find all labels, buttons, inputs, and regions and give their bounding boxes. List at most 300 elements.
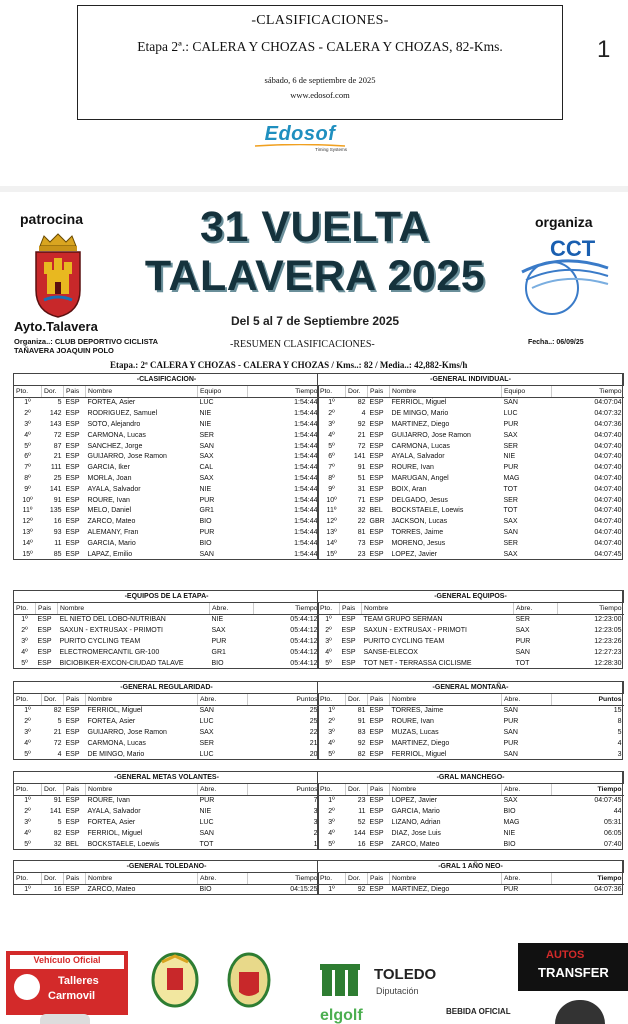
column-header-pto: Pto. bbox=[318, 693, 346, 705]
column-header-dor: Dor. bbox=[346, 385, 368, 397]
table-cell: 2º bbox=[24, 808, 31, 816]
table-cell: ZARCO, Mateo bbox=[87, 518, 136, 526]
table-cell: 72 bbox=[53, 739, 62, 747]
table-cell: GARCIA, Mario bbox=[87, 539, 136, 547]
general-equipos-frame bbox=[317, 590, 623, 669]
table-cell: TOT bbox=[199, 840, 214, 848]
table-cell: SAX bbox=[503, 797, 518, 805]
table-cell: 4 bbox=[361, 410, 366, 418]
section-title: -GENERAL MONTAÑA- bbox=[318, 682, 624, 694]
table-cell: 91 bbox=[357, 718, 366, 726]
table-cell: ESP bbox=[369, 886, 384, 894]
table-cell: ESP bbox=[369, 485, 384, 493]
table-cell: MUZAS, Lucas bbox=[391, 729, 439, 737]
table-cell: 05:44:12 bbox=[290, 648, 318, 656]
table-cell: ESP bbox=[369, 539, 384, 547]
table-cell: 13º bbox=[22, 529, 33, 537]
table-cell: LUC bbox=[199, 718, 214, 726]
table-cell: 2º bbox=[325, 627, 332, 635]
table-cell: 04:07:40 bbox=[594, 485, 622, 493]
table-cell: ESP bbox=[37, 627, 52, 635]
table-cell: 16 bbox=[357, 840, 366, 848]
table-cell: 04:07:40 bbox=[594, 431, 622, 439]
table-cell: ESP bbox=[369, 529, 384, 537]
ayto-label: Ayto.Talavera bbox=[14, 319, 98, 334]
table-cell: 111 bbox=[50, 464, 62, 472]
table-cell: LOPEZ, Javier bbox=[391, 797, 438, 805]
table-cell: 3º bbox=[328, 421, 335, 429]
table-cell: 1º bbox=[24, 886, 31, 894]
table-cell: ESP bbox=[369, 475, 384, 483]
table-cell: 31 bbox=[357, 485, 366, 493]
table-cell: FERRIOL, Miguel bbox=[391, 750, 447, 758]
table-cell: ESP bbox=[65, 886, 80, 894]
table-cell: ESP bbox=[369, 707, 384, 715]
sponsor-badge-1-icon bbox=[150, 952, 200, 1008]
table-cell: 04:07:40 bbox=[594, 475, 622, 483]
table-cell: MAG bbox=[503, 475, 520, 483]
table-cell: ESP bbox=[369, 442, 384, 450]
table-cell: 72 bbox=[357, 442, 366, 450]
table-cell: BOCKSTAELE, Loewis bbox=[391, 507, 464, 515]
organizer bbox=[14, 337, 158, 355]
table-cell: PURITO CYCLING TEAM bbox=[363, 638, 445, 646]
table-cell: SAN bbox=[199, 707, 214, 715]
table-cell: CAL bbox=[199, 464, 214, 472]
table-cell: 2º bbox=[21, 627, 28, 635]
table-cell: 3 bbox=[617, 750, 622, 758]
column-header-tiempo: Tiempo bbox=[552, 385, 624, 397]
clasificacion-frame bbox=[13, 373, 319, 560]
column-header-tiempo: Tiempo bbox=[254, 602, 320, 614]
table-cell: 1:54:44 bbox=[294, 399, 318, 407]
table-cell: CARMONA, Lucas bbox=[87, 431, 146, 439]
table-cell: 82 bbox=[357, 750, 366, 758]
column-header-dor: Dor. bbox=[42, 385, 64, 397]
table-cell: MELO, Daniel bbox=[87, 507, 132, 515]
table-cell: 51 bbox=[357, 475, 366, 483]
table-cell: 8º bbox=[328, 475, 335, 483]
table-cell: TEAM GRUPO SERMAN bbox=[363, 616, 443, 624]
table-cell: 82 bbox=[53, 707, 62, 715]
table-cell: 1:54:44 bbox=[294, 410, 318, 418]
column-header-nombre: Nombre bbox=[86, 385, 198, 397]
table-cell: 04:07:36 bbox=[594, 421, 622, 429]
table-cell: NIE bbox=[199, 808, 212, 816]
table-cell: 12º bbox=[22, 518, 33, 526]
table-cell: EL NIETO DEL LOBO-NUTRIBAN bbox=[59, 616, 166, 624]
table-cell: 4º bbox=[24, 739, 31, 747]
table-cell: 1:54:44 bbox=[294, 507, 318, 515]
section-title: -GENERAL EQUIPOS- bbox=[318, 591, 624, 603]
table-cell: 07:40 bbox=[604, 840, 622, 848]
table-cell: ESP bbox=[65, 529, 80, 537]
table-cell: 5 bbox=[57, 819, 62, 827]
table-cell: 2º bbox=[328, 808, 335, 816]
table-cell: 141 bbox=[49, 485, 62, 493]
table-cell: FORTEA, Asier bbox=[87, 399, 136, 407]
table-cell: 20 bbox=[309, 750, 318, 758]
table-cell: 04:07:45 bbox=[594, 550, 622, 558]
table-cell: PUR bbox=[211, 638, 227, 646]
table-cell: 71 bbox=[357, 496, 366, 504]
table-cell: SAN bbox=[515, 648, 530, 656]
equipos-etapa-frame bbox=[13, 590, 319, 669]
table-cell: 3º bbox=[328, 819, 335, 827]
column-header-nombre: Nombre bbox=[390, 693, 502, 705]
column-header-nombre: Nombre bbox=[58, 602, 210, 614]
table-cell: BIO bbox=[199, 539, 212, 547]
table-cell: 04:07:36 bbox=[594, 886, 622, 894]
table-cell: FORTEA, Asier bbox=[87, 718, 136, 726]
table-cell: 5º bbox=[24, 750, 31, 758]
table-cell: 1º bbox=[328, 886, 335, 894]
table-cell: MARUGAN, Angel bbox=[391, 475, 449, 483]
column-header-nombre: Nombre bbox=[86, 693, 198, 705]
table-cell: GARCIA, Mario bbox=[391, 808, 440, 816]
table-cell: PUR bbox=[503, 739, 519, 747]
edosof-logo-sub: Timing Systems bbox=[315, 147, 347, 152]
table-cell: ESP bbox=[65, 442, 80, 450]
table-cell: TORRES, Jaime bbox=[391, 529, 444, 537]
sponsor-diputacion-text: Diputación bbox=[376, 986, 419, 996]
table-cell: 4º bbox=[21, 648, 28, 656]
table-cell: PUR bbox=[199, 496, 215, 504]
column-header-pto: Pto. bbox=[318, 872, 346, 884]
table-cell: 1 bbox=[313, 840, 318, 848]
etapa-line: Etapa.: 2ª CALERA Y CHOZAS - CALERA Y CHOZAS / Kms..: 82 / Media..: 42,882-Kms/h bbox=[110, 360, 468, 370]
table-cell: AYALA, Salvador bbox=[391, 453, 445, 461]
column-header-pais: Pais bbox=[64, 783, 86, 795]
table-cell: 11º bbox=[326, 507, 337, 515]
table-cell: 72 bbox=[53, 431, 62, 439]
column-header-puntos: Puntos bbox=[552, 693, 624, 705]
table-cell: BOIX, Aran bbox=[391, 485, 427, 493]
table-cell: 92 bbox=[357, 739, 366, 747]
column-header-dor: Dor. bbox=[346, 693, 368, 705]
column-header-abre: Abre. bbox=[198, 693, 248, 705]
talavera-crest-icon bbox=[30, 232, 86, 318]
table-cell: ESP bbox=[65, 518, 80, 526]
column-header-tiempo: Tiempo bbox=[248, 385, 320, 397]
table-cell: TOT bbox=[503, 507, 518, 515]
table-cell: SAX bbox=[515, 627, 530, 635]
table-cell: 9º bbox=[328, 485, 335, 493]
table-cell: 06:05 bbox=[604, 829, 622, 837]
sponsor-badge-2-icon bbox=[226, 952, 272, 1008]
table-cell: 1º bbox=[24, 399, 31, 407]
poster-title-line1: 31 VUELTA bbox=[200, 203, 430, 251]
edosof-logo bbox=[253, 124, 347, 156]
table-cell: 15º bbox=[326, 550, 337, 558]
column-header-tiempo: Tiempo bbox=[552, 872, 624, 884]
table-cell: ESP bbox=[369, 464, 384, 472]
column-header-equipo: Equipo bbox=[198, 385, 248, 397]
table-cell: ESP bbox=[65, 507, 80, 515]
table-cell: 44 bbox=[613, 808, 622, 816]
column-header-abre: Abre. bbox=[198, 872, 248, 884]
table-cell: FERRIOL, Miguel bbox=[391, 399, 447, 407]
table-cell: 142 bbox=[49, 410, 62, 418]
section-title: -EQUIPOS DE LA ETAPA- bbox=[14, 591, 320, 603]
table-cell: LUC bbox=[199, 399, 214, 407]
table-cell: ESP bbox=[369, 550, 384, 558]
header-date: sábado, 6 de septiembre de 2025 bbox=[264, 75, 376, 85]
table-cell: BICIOBIKER-EXCON-CIUDAD TALAVE bbox=[59, 659, 184, 667]
gral-1-ano-neo-frame bbox=[317, 860, 623, 895]
table-cell: 10º bbox=[22, 496, 33, 504]
table-cell: 1:54:44 bbox=[294, 431, 318, 439]
table-cell: 04:15:25 bbox=[290, 886, 318, 894]
table-cell: BIO bbox=[503, 840, 516, 848]
table-cell: NIE bbox=[199, 421, 212, 429]
table-cell: 4º bbox=[24, 829, 31, 837]
table-cell: CARMONA, Lucas bbox=[391, 442, 450, 450]
table-cell: 7º bbox=[328, 464, 335, 472]
table-cell: ESP bbox=[65, 750, 80, 758]
section-title: -GRAL MANCHEGO- bbox=[318, 772, 624, 784]
table-cell: 2º bbox=[24, 718, 31, 726]
table-cell: PUR bbox=[503, 464, 519, 472]
table-cell: 9º bbox=[24, 485, 31, 493]
edosof-logo-text: Edosof bbox=[264, 123, 336, 145]
table-cell: MORENO, Jesus bbox=[391, 539, 446, 547]
table-cell: SAXUN - EXTRUSAX - PRIMOTI bbox=[363, 627, 467, 635]
table-cell: 83 bbox=[357, 729, 366, 737]
table-cell: 91 bbox=[357, 464, 366, 472]
table-cell: ESP bbox=[65, 739, 80, 747]
table-cell: 2º bbox=[24, 410, 31, 418]
column-header-pto: Pto. bbox=[318, 385, 346, 397]
poster-title-line2: TALAVERA 2025 bbox=[144, 252, 486, 300]
table-cell: 12:27:23 bbox=[594, 648, 622, 656]
header-web[interactable]: www.edosof.com bbox=[290, 90, 350, 100]
toledo-logo-icon bbox=[320, 960, 360, 1000]
resumen-title: -RESUMEN CLASIFICACIONES- bbox=[230, 339, 375, 350]
section-title: -GENERAL TOLEDANO- bbox=[14, 861, 320, 873]
table-cell: LUC bbox=[199, 819, 214, 827]
table-cell: TOT bbox=[515, 659, 530, 667]
column-header-pais: Pais bbox=[64, 385, 86, 397]
table-cell: ESP bbox=[369, 797, 384, 805]
table-cell: LIZANO, Adrian bbox=[391, 819, 441, 827]
table-cell: 91 bbox=[53, 496, 62, 504]
table-cell: ESP bbox=[369, 829, 384, 837]
table-cell: 32 bbox=[53, 840, 62, 848]
table-cell: 1:54:44 bbox=[294, 421, 318, 429]
table-cell: ZARCO, Mateo bbox=[391, 840, 440, 848]
column-header-pais: Pais bbox=[368, 872, 390, 884]
header-stage: Etapa 2ª.: CALERA Y CHOZAS - CALERA Y CHOZAS, 82-Kms. bbox=[137, 39, 503, 54]
column-header-pto: Pto. bbox=[318, 602, 340, 614]
column-header-puntos: Puntos bbox=[248, 783, 320, 795]
table-cell: TOT NET - TERRASSA CICLISME bbox=[363, 659, 472, 667]
table-cell: 23 bbox=[357, 550, 366, 558]
table-cell: ESP bbox=[65, 797, 80, 805]
table-cell: 87 bbox=[53, 442, 62, 450]
table-cell: 8º bbox=[24, 475, 31, 483]
table-cell: SER bbox=[503, 496, 518, 504]
table-cell: ESP bbox=[65, 808, 80, 816]
table-cell: 135 bbox=[49, 507, 62, 515]
table-cell: SAN bbox=[199, 829, 214, 837]
table-cell: 82 bbox=[53, 829, 62, 837]
table-cell: ESP bbox=[65, 707, 80, 715]
table-cell: 21 bbox=[53, 729, 62, 737]
column-header-tiempo: Tiempo bbox=[552, 783, 624, 795]
sponsor-elgolf-text: elgolf bbox=[320, 1007, 363, 1024]
sponsor-toledo-text: TOLEDO bbox=[374, 966, 437, 983]
table-cell: 5 bbox=[57, 718, 62, 726]
table-cell: 15º bbox=[22, 550, 33, 558]
table-cell: 1:54:44 bbox=[294, 453, 318, 461]
poster-dates: Del 5 al 7 de Septiembre 2025 bbox=[230, 314, 400, 328]
table-cell: 5º bbox=[21, 659, 28, 667]
table-cell: BIO bbox=[503, 808, 516, 816]
table-cell: DE MINGO, Mario bbox=[391, 410, 449, 418]
table-cell: 12º bbox=[326, 518, 337, 526]
table-cell: 5º bbox=[328, 442, 335, 450]
table-cell: 16 bbox=[53, 886, 62, 894]
column-header-tiempo: Tiempo bbox=[248, 872, 320, 884]
table-cell: BIO bbox=[199, 886, 212, 894]
column-header-tiempo: Tiempo bbox=[558, 602, 624, 614]
table-cell: AYALA, Salvador bbox=[87, 485, 141, 493]
table-cell: MARTINEZ, Diego bbox=[391, 739, 450, 747]
table-cell: ESP bbox=[369, 410, 384, 418]
table-cell: 5º bbox=[328, 750, 335, 758]
table-cell: GUIJARRO, Jose Ramon bbox=[87, 729, 167, 737]
column-header-nombre: Nombre bbox=[362, 602, 514, 614]
table-cell: 11 bbox=[54, 539, 62, 547]
table-cell: ESP bbox=[65, 550, 80, 558]
table-cell: ESP bbox=[369, 718, 384, 726]
column-header-nombre: Nombre bbox=[390, 385, 502, 397]
table-cell: 3 bbox=[313, 808, 318, 816]
cct-logo-icon bbox=[512, 232, 612, 316]
table-cell: ZARCO, Mateo bbox=[87, 886, 136, 894]
column-header-pto: Pto. bbox=[14, 872, 42, 884]
table-cell: ESP bbox=[65, 539, 80, 547]
table-cell: ROURE, Ivan bbox=[391, 718, 434, 726]
table-cell: LAPAZ, Emilio bbox=[87, 550, 133, 558]
sponsor-autos-text: AUTOS bbox=[546, 949, 585, 961]
table-cell: PUR bbox=[503, 718, 519, 726]
table-cell: 10º bbox=[326, 496, 337, 504]
organizer-line2: TAÑAVERA JOAQUIN POLO bbox=[14, 346, 114, 355]
column-header-pais: Pais bbox=[340, 602, 362, 614]
table-cell: 04:07:40 bbox=[594, 442, 622, 450]
sponsor-vehiculo-text: Vehículo Oficial bbox=[10, 955, 124, 969]
sponsor-tc-logo-icon bbox=[14, 974, 40, 1000]
table-cell: 1º bbox=[21, 616, 28, 624]
table-cell: NIE bbox=[199, 485, 212, 493]
table-cell: 1:54:44 bbox=[294, 539, 318, 547]
section-title: -GENERAL METAS VOLANTES- bbox=[14, 772, 320, 784]
table-cell: 4 bbox=[57, 750, 62, 758]
table-cell: 1º bbox=[328, 399, 335, 407]
table-cell: ESP bbox=[65, 496, 80, 504]
table-cell: 04:07:32 bbox=[594, 410, 622, 418]
table-cell: 04:07:40 bbox=[594, 529, 622, 537]
table-cell: SAX bbox=[199, 453, 214, 461]
table-cell: BOCKSTAELE, Loewis bbox=[87, 840, 160, 848]
table-cell: 23 bbox=[357, 797, 366, 805]
table-cell: 1º bbox=[325, 616, 332, 624]
table-cell: 2º bbox=[328, 410, 335, 418]
table-cell: SER bbox=[515, 616, 530, 624]
table-cell: 1:54:44 bbox=[294, 529, 318, 537]
table-cell: 8 bbox=[617, 718, 622, 726]
table-cell: GARCIA, Iker bbox=[87, 464, 130, 472]
table-cell: 3º bbox=[325, 638, 332, 646]
sponsor-talleres-text: Talleres bbox=[58, 975, 99, 987]
table-cell: 5º bbox=[325, 659, 332, 667]
table-cell: ESP bbox=[37, 638, 52, 646]
table-cell: SAX bbox=[199, 729, 214, 737]
column-header-pto: Pto. bbox=[14, 385, 42, 397]
table-cell: 82 bbox=[357, 399, 366, 407]
table-cell: ALEMANY, Fran bbox=[87, 529, 139, 537]
column-header-pais: Pais bbox=[36, 602, 58, 614]
table-cell: ESP bbox=[65, 829, 80, 837]
table-cell: BEL bbox=[369, 507, 383, 515]
table-cell: FERRIOL, Miguel bbox=[87, 829, 143, 837]
table-cell: 4 bbox=[617, 739, 622, 747]
table-cell: SAX bbox=[503, 431, 518, 439]
table-cell: SER bbox=[199, 739, 214, 747]
column-header-dor: Dor. bbox=[42, 783, 64, 795]
table-cell: 3º bbox=[328, 729, 335, 737]
table-cell: 1:54:44 bbox=[294, 442, 318, 450]
table-cell: SAN bbox=[199, 550, 214, 558]
table-cell: LUC bbox=[199, 750, 214, 758]
table-cell: ESP bbox=[37, 616, 52, 624]
table-cell: 52 bbox=[357, 819, 366, 827]
table-cell: 05:44:12 bbox=[290, 659, 318, 667]
header-box bbox=[77, 5, 563, 120]
table-cell: 05:44:12 bbox=[290, 616, 318, 624]
column-header-pto: Pto. bbox=[318, 783, 346, 795]
sponsor-carmovil-text: Carmovil bbox=[48, 990, 96, 1002]
column-header-pais: Pais bbox=[64, 693, 86, 705]
table-cell: 1:54:44 bbox=[294, 518, 318, 526]
organizer-line1: Organiza..: CLUB DEPORTIVO CICLISTA bbox=[14, 337, 159, 346]
table-cell: BEL bbox=[65, 840, 79, 848]
table-cell: GUIJARRO, Jose Ramon bbox=[87, 453, 167, 461]
column-header-dor: Dor. bbox=[42, 693, 64, 705]
table-cell: PUR bbox=[199, 529, 215, 537]
table-cell: ESP bbox=[65, 410, 80, 418]
table-cell: ROURE, Ivan bbox=[391, 464, 434, 472]
table-cell: SAN bbox=[503, 729, 518, 737]
table-cell: 7º bbox=[24, 464, 31, 472]
table-cell: 22 bbox=[309, 729, 318, 737]
table-cell: 1º bbox=[328, 797, 335, 805]
table-cell: GBR bbox=[369, 518, 385, 526]
column-header-pto: Pto. bbox=[14, 693, 42, 705]
fecha-label: Fecha..: 06/09/25 bbox=[528, 339, 584, 346]
column-header-dor: Dor. bbox=[346, 872, 368, 884]
table-cell: 14º bbox=[326, 539, 337, 547]
table-cell: 141 bbox=[353, 453, 366, 461]
table-cell: LUC bbox=[503, 410, 518, 418]
section-title: -GENERAL REGULARIDAD- bbox=[14, 682, 320, 694]
table-cell: ESP bbox=[341, 659, 356, 667]
patrocina-label: patrocina bbox=[20, 211, 84, 227]
table-cell: 6º bbox=[328, 453, 335, 461]
column-header-nombre: Nombre bbox=[86, 872, 198, 884]
